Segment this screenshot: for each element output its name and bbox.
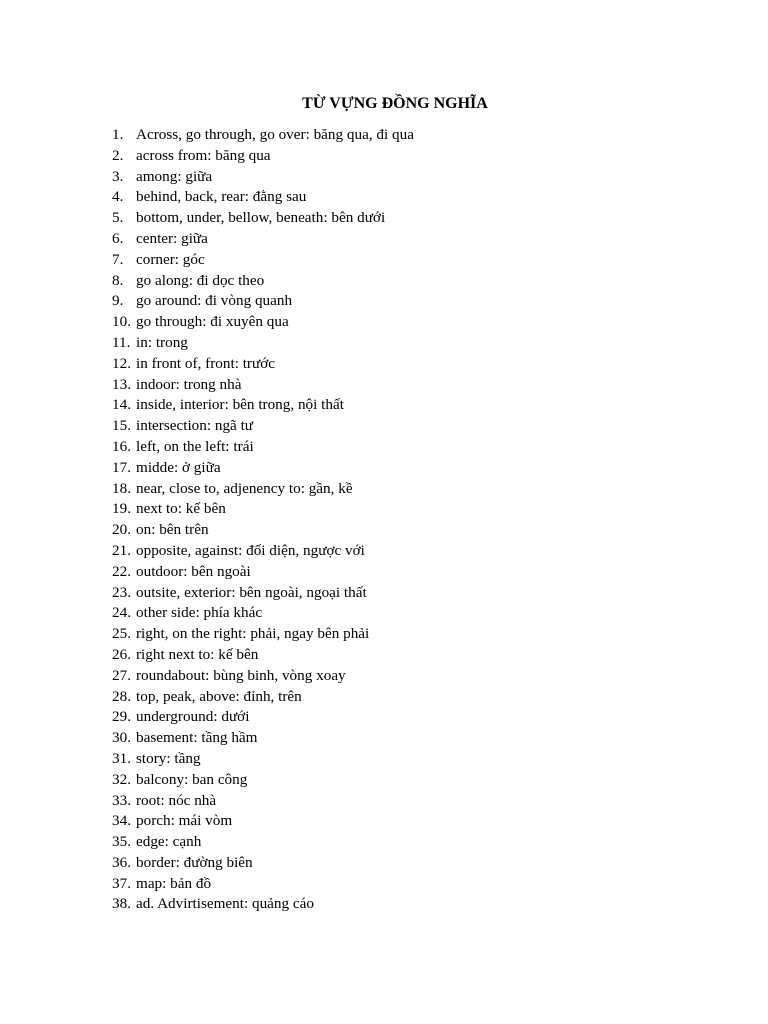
vocabulary-item — [112, 479, 414, 500]
item-text: ad. Advirtisement: quảng cáo — [136, 895, 314, 913]
item-number: 25. — [112, 625, 131, 643]
item-number: 3. — [112, 167, 124, 185]
item-number: 5. — [112, 209, 124, 227]
vocabulary-item — [112, 375, 414, 396]
item-number: 7. — [112, 250, 124, 268]
item-text: corner: góc — [136, 250, 205, 268]
item-text: indoor: trong nhà — [136, 375, 242, 393]
vocabulary-item — [112, 603, 414, 624]
item-text: map: bản đồ — [136, 874, 212, 892]
item-number: 32. — [112, 770, 131, 788]
item-number: 23. — [112, 583, 131, 601]
item-number: 6. — [112, 229, 124, 247]
item-text: across from: băng qua — [136, 146, 271, 164]
item-number: 31. — [112, 749, 131, 767]
vocabulary-item — [112, 291, 414, 312]
vocabulary-item — [112, 229, 414, 250]
item-number: 8. — [112, 271, 124, 289]
item-text: border: đường biên — [136, 853, 253, 871]
item-text: in: trong — [136, 333, 188, 351]
item-number: 11. — [112, 333, 131, 351]
item-text: Across, go through, go over: băng qua, đi qua — [136, 126, 414, 143]
item-number: 4. — [112, 188, 124, 206]
vocabulary-item — [112, 624, 414, 645]
vocabulary-item — [112, 749, 414, 770]
vocabulary-item — [112, 583, 414, 604]
vocabulary-item — [112, 250, 414, 271]
vocabulary-item — [112, 666, 414, 687]
item-number: 24. — [112, 604, 131, 622]
vocabulary-item — [112, 312, 414, 333]
item-number: 38. — [112, 895, 131, 913]
item-number: 18. — [112, 479, 131, 497]
vocabulary-item — [112, 499, 414, 520]
item-text: on: bên trên — [136, 521, 209, 539]
item-text: right next to: kế bên — [136, 645, 259, 663]
item-number: 17. — [112, 458, 131, 476]
item-text: opposite, against: đối diện, ngược với — [136, 541, 365, 559]
vocabulary-item — [112, 832, 414, 853]
item-text: inside, interior: bên trong, nội thất — [136, 396, 344, 414]
item-number: 1. — [112, 126, 124, 143]
item-text: porch: mái vòm — [136, 812, 233, 830]
vocabulary-item — [112, 541, 414, 562]
item-number: 10. — [112, 313, 131, 331]
item-number: 30. — [112, 729, 131, 747]
vocabulary-list — [112, 125, 414, 915]
item-text: edge: cạnh — [136, 833, 202, 851]
item-text: root: nóc nhà — [136, 791, 217, 809]
vocabulary-item — [112, 728, 414, 749]
item-number: 15. — [112, 417, 131, 435]
item-text: underground: dưới — [136, 708, 250, 726]
item-number: 13. — [112, 375, 131, 393]
vocabulary-item — [112, 208, 414, 229]
item-number: 12. — [112, 354, 131, 372]
vocabulary-item — [112, 645, 414, 666]
vocabulary-item — [112, 354, 414, 375]
vocabulary-item — [112, 874, 414, 895]
vocabulary-item — [112, 791, 414, 812]
item-text: go along: đi dọc theo — [136, 271, 265, 289]
vocabulary-item — [112, 770, 414, 791]
item-text: other side: phía khác — [136, 604, 263, 622]
vocabulary-item — [112, 562, 414, 583]
item-number: 21. — [112, 541, 131, 559]
vocabulary-item — [112, 707, 414, 728]
vocabulary-item — [112, 437, 414, 458]
item-text: top, peak, above: đỉnh, trên — [136, 687, 302, 705]
item-text: right, on the right: phải, ngay bên phải — [136, 625, 370, 643]
vocabulary-item — [112, 853, 414, 874]
item-text: next to: kế bên — [136, 500, 226, 518]
item-text: go around: đi vòng quanh — [136, 292, 293, 310]
item-text: bottom, under, bellow, beneath: bên dưới — [136, 209, 386, 227]
item-number: 19. — [112, 500, 131, 518]
vocabulary-item — [112, 271, 414, 292]
vocabulary-item — [112, 894, 414, 915]
item-number: 14. — [112, 396, 131, 414]
item-text: among: giữa — [136, 167, 213, 185]
vocabulary-item — [112, 146, 414, 167]
item-text: go through: đi xuyên qua — [136, 313, 289, 331]
item-number: 9. — [112, 292, 124, 310]
item-text: near, close to, adjenency to: gần, kề — [136, 479, 353, 497]
vocabulary-item — [112, 520, 414, 541]
item-number: 34. — [112, 812, 131, 830]
vocabulary-item — [112, 458, 414, 479]
item-text: center: giữa — [136, 229, 208, 247]
item-text: story: tầng — [136, 749, 201, 767]
item-number: 16. — [112, 437, 131, 455]
vocabulary-item — [112, 811, 414, 832]
item-number: 28. — [112, 687, 131, 705]
item-text: roundabout: bùng binh, vòng xoay — [136, 666, 346, 684]
vocabulary-item — [112, 167, 414, 188]
page-title: TỪ VỰNG ĐỒNG NGHĨA — [302, 95, 488, 112]
item-text: outsite, exterior: bên ngoài, ngoại thất — [136, 583, 367, 601]
vocabulary-item — [112, 187, 414, 208]
item-text: outdoor: bên ngoài — [136, 562, 251, 580]
item-number: 37. — [112, 874, 131, 892]
item-number: 2. — [112, 146, 124, 164]
item-text: behind, back, rear: đằng sau — [136, 188, 307, 206]
item-text: basement: tầng hầm — [136, 729, 258, 747]
item-number: 29. — [112, 708, 131, 726]
vocabulary-item — [112, 687, 414, 708]
item-text: in front of, front: trước — [136, 354, 275, 372]
item-text: balcony: ban công — [136, 770, 248, 788]
item-number: 27. — [112, 666, 131, 684]
item-number: 20. — [112, 521, 131, 539]
item-text: intersection: ngã tư — [136, 417, 254, 435]
item-number: 26. — [112, 645, 131, 663]
vocabulary-item — [112, 416, 414, 437]
item-number: 33. — [112, 791, 131, 809]
vocabulary-item — [112, 125, 414, 146]
item-number: 22. — [112, 562, 131, 580]
item-number: 36. — [112, 853, 131, 871]
vocabulary-item — [112, 333, 414, 354]
vocabulary-item — [112, 395, 414, 416]
item-number: 35. — [112, 833, 131, 851]
item-text: midde: ở giữa — [136, 458, 221, 476]
item-text: left, on the left: trái — [136, 437, 254, 455]
